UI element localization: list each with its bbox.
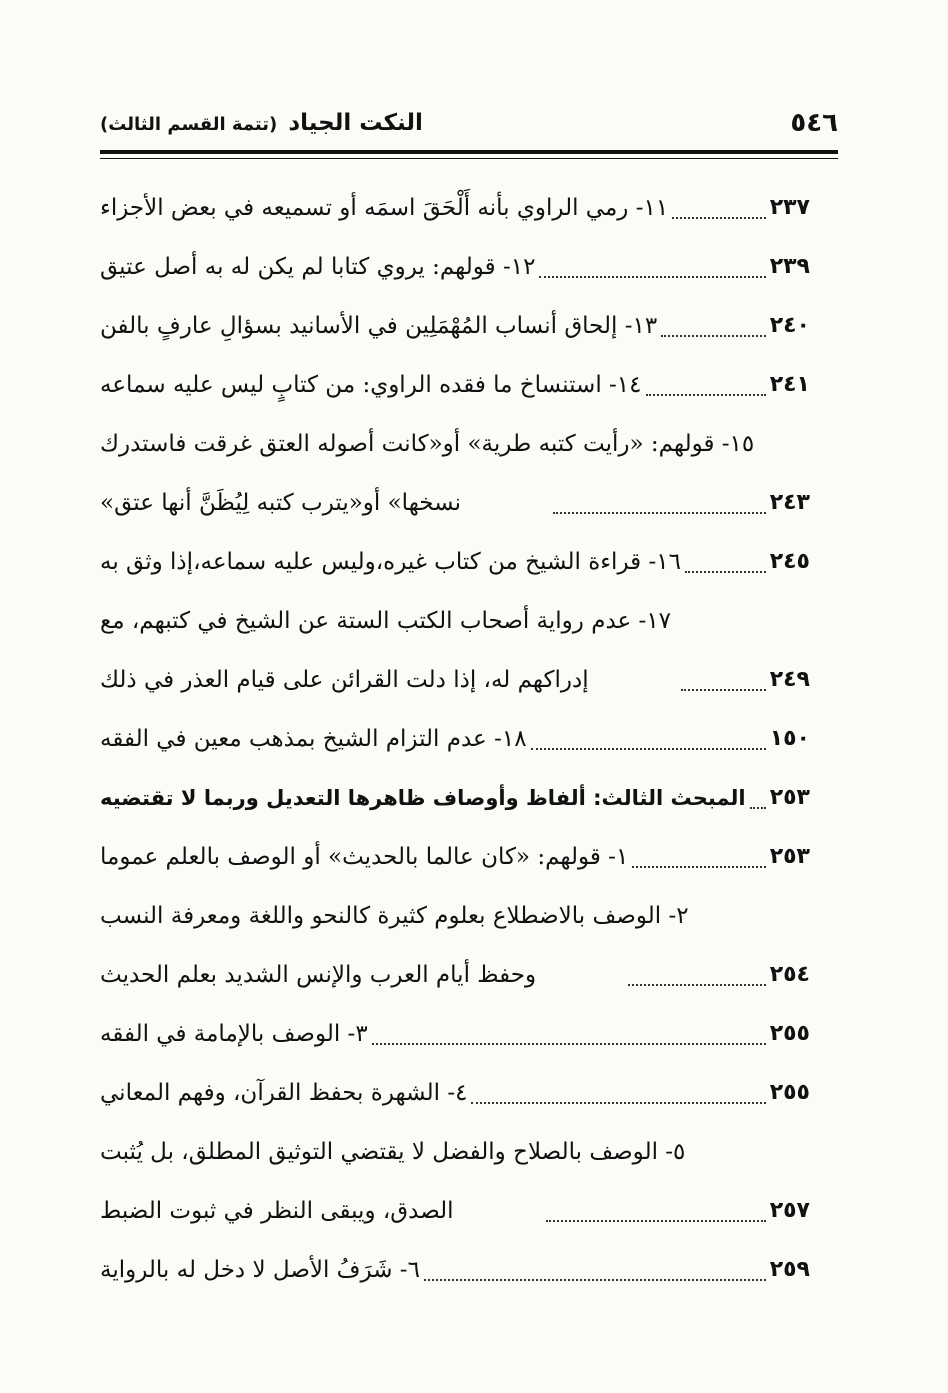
toc-entry-text: ١٨- عدم التزام الشيخ بمذهب معين في الفقه	[100, 725, 527, 752]
toc-entry-text: ١- قولهم: «كان عالما بالحديث» أو الوصف بالعلم عموما	[100, 843, 629, 870]
toc-entry-page: ٢٥٣	[769, 844, 810, 869]
page-header	[100, 108, 838, 144]
toc-entry	[100, 886, 810, 945]
toc-entry-page: ٢٤٣	[769, 490, 810, 515]
toc-entry	[100, 178, 810, 237]
toc-entry-continuation	[100, 650, 810, 709]
dot-leader	[372, 1019, 766, 1045]
toc-entry-text: إدراكهم له، إذا دلت القرائن على قيام العذر في ذلك	[100, 666, 589, 693]
dot-leader	[685, 547, 766, 573]
dot-leader	[471, 1078, 765, 1104]
toc-entry-text: وحفظ أيام العرب والإنس الشديد بعلم الحديث	[100, 961, 537, 988]
toc-entry-text: ٤- الشهرة بحفظ القرآن، وفهم المعاني	[100, 1079, 468, 1106]
toc-entry-page: ٢٥٥	[769, 1080, 810, 1105]
toc-entry	[100, 1122, 810, 1181]
book-title: النكت الجياد	[288, 110, 423, 136]
running-head	[100, 110, 423, 136]
toc-entry	[100, 1004, 810, 1063]
toc-entry	[100, 414, 810, 473]
toc-section-heading	[100, 768, 810, 827]
toc-entry-page: ٢٤٩	[769, 667, 810, 692]
toc-entry	[100, 237, 810, 296]
toc-entry-page: ٢٤١	[769, 372, 810, 397]
toc-entry	[100, 355, 810, 414]
dot-leader	[681, 665, 766, 691]
toc-entry-text: ١٤- استنساخ ما فقده الراوي: من كتابٍ ليس عليه سماعه	[100, 371, 642, 398]
toc-entry	[100, 532, 810, 591]
dot-leader	[661, 311, 765, 337]
toc-entry-continuation	[100, 1181, 810, 1240]
dot-leader	[539, 252, 765, 278]
dot-leader	[546, 1196, 766, 1222]
toc-entry-page: ١٥٠	[769, 726, 810, 751]
toc-entry-page: ٢٤٠	[769, 313, 810, 338]
dot-leader	[646, 370, 766, 396]
header-rule-thick	[100, 150, 838, 154]
toc-entry-text: ١٣- إلحاق أنساب المُهْمَلِين في الأسانيد بسؤالِ عارفٍ بالفن	[100, 312, 658, 339]
toc-entry-text: ٣- الوصف بالإمامة في الفقه	[100, 1020, 368, 1047]
dot-leader	[424, 1255, 766, 1281]
toc-entry	[100, 296, 810, 355]
toc-entry-text: نسخها» أو«يترب كتبه لِيُظَنَّ أنها عتق»	[100, 489, 462, 516]
toc-entry-text: المبحث الثالث: ألفاظ وأوصاف ظاهرها التعديل وربما لا تقتضيه	[100, 785, 746, 810]
dot-leader	[553, 488, 766, 514]
toc-entry-text: ٢- الوصف بالاضطلاع بعلوم كثيرة كالنحو واللغة ومعرفة النسب	[100, 902, 689, 929]
toc-entry-page: ٢٥٩	[769, 1257, 810, 1282]
toc-entry-page: ٢٥٣	[769, 785, 810, 810]
header-rule-thin	[100, 158, 838, 159]
dot-leader	[672, 193, 766, 219]
toc-entry-page: ٢٥٧	[769, 1198, 810, 1223]
dot-leader	[750, 783, 766, 809]
dot-leader	[632, 842, 765, 868]
toc-entry-text: ٥- الوصف بالصلاح والفضل لا يقتضي التوثيق المطلق، بل يُثبت	[100, 1138, 686, 1165]
toc-entry-text: ١٥- قولهم: «رأيت كتبه طرية» أو«كانت أصوله العتق غرقت فاستدرك	[100, 430, 755, 457]
toc-entry-text: ٦- شَرَفُ الأصل لا دخل له بالرواية	[100, 1256, 420, 1283]
toc-entry-text: ١١- رمي الراوي بأنه أَلْحَقَ اسمَه أو تسميعه في بعض الأجزاء	[100, 194, 669, 221]
part-title: (تتمة القسم الثالث)	[100, 114, 278, 135]
toc-entry-page: ٢٤٥	[769, 549, 810, 574]
dot-leader	[531, 724, 766, 750]
toc-entry	[100, 1240, 810, 1299]
page-number: ٥٤٦	[790, 108, 838, 138]
toc-entry-page: ٢٥٥	[769, 1021, 810, 1046]
toc-entry-text: ١٢- قولهم: يروي كتابا لم يكن له به أصل عتيق	[100, 253, 536, 280]
toc-entry	[100, 591, 810, 650]
toc-entry-page: ٢٥٤	[769, 962, 810, 987]
toc-entry-text: الصدق، ويبقى النظر في ثبوت الضبط	[100, 1197, 454, 1224]
toc-entry-text: ١٦- قراءة الشيخ من كتاب غيره،وليس عليه سماعه،إذا وثق به	[100, 548, 681, 575]
toc-entry-continuation	[100, 473, 810, 532]
toc-entry	[100, 827, 810, 886]
table-of-contents	[100, 178, 810, 1299]
toc-entry-continuation	[100, 945, 810, 1004]
toc-entry-page: ٢٣٧	[769, 195, 810, 220]
toc-entry-text: ١٧- عدم رواية أصحاب الكتب الستة عن الشيخ في كتبهم، مع	[100, 607, 672, 634]
toc-entry	[100, 1063, 810, 1122]
toc-entry	[100, 709, 810, 768]
dot-leader	[628, 960, 766, 986]
toc-entry-page: ٢٣٩	[769, 254, 810, 279]
